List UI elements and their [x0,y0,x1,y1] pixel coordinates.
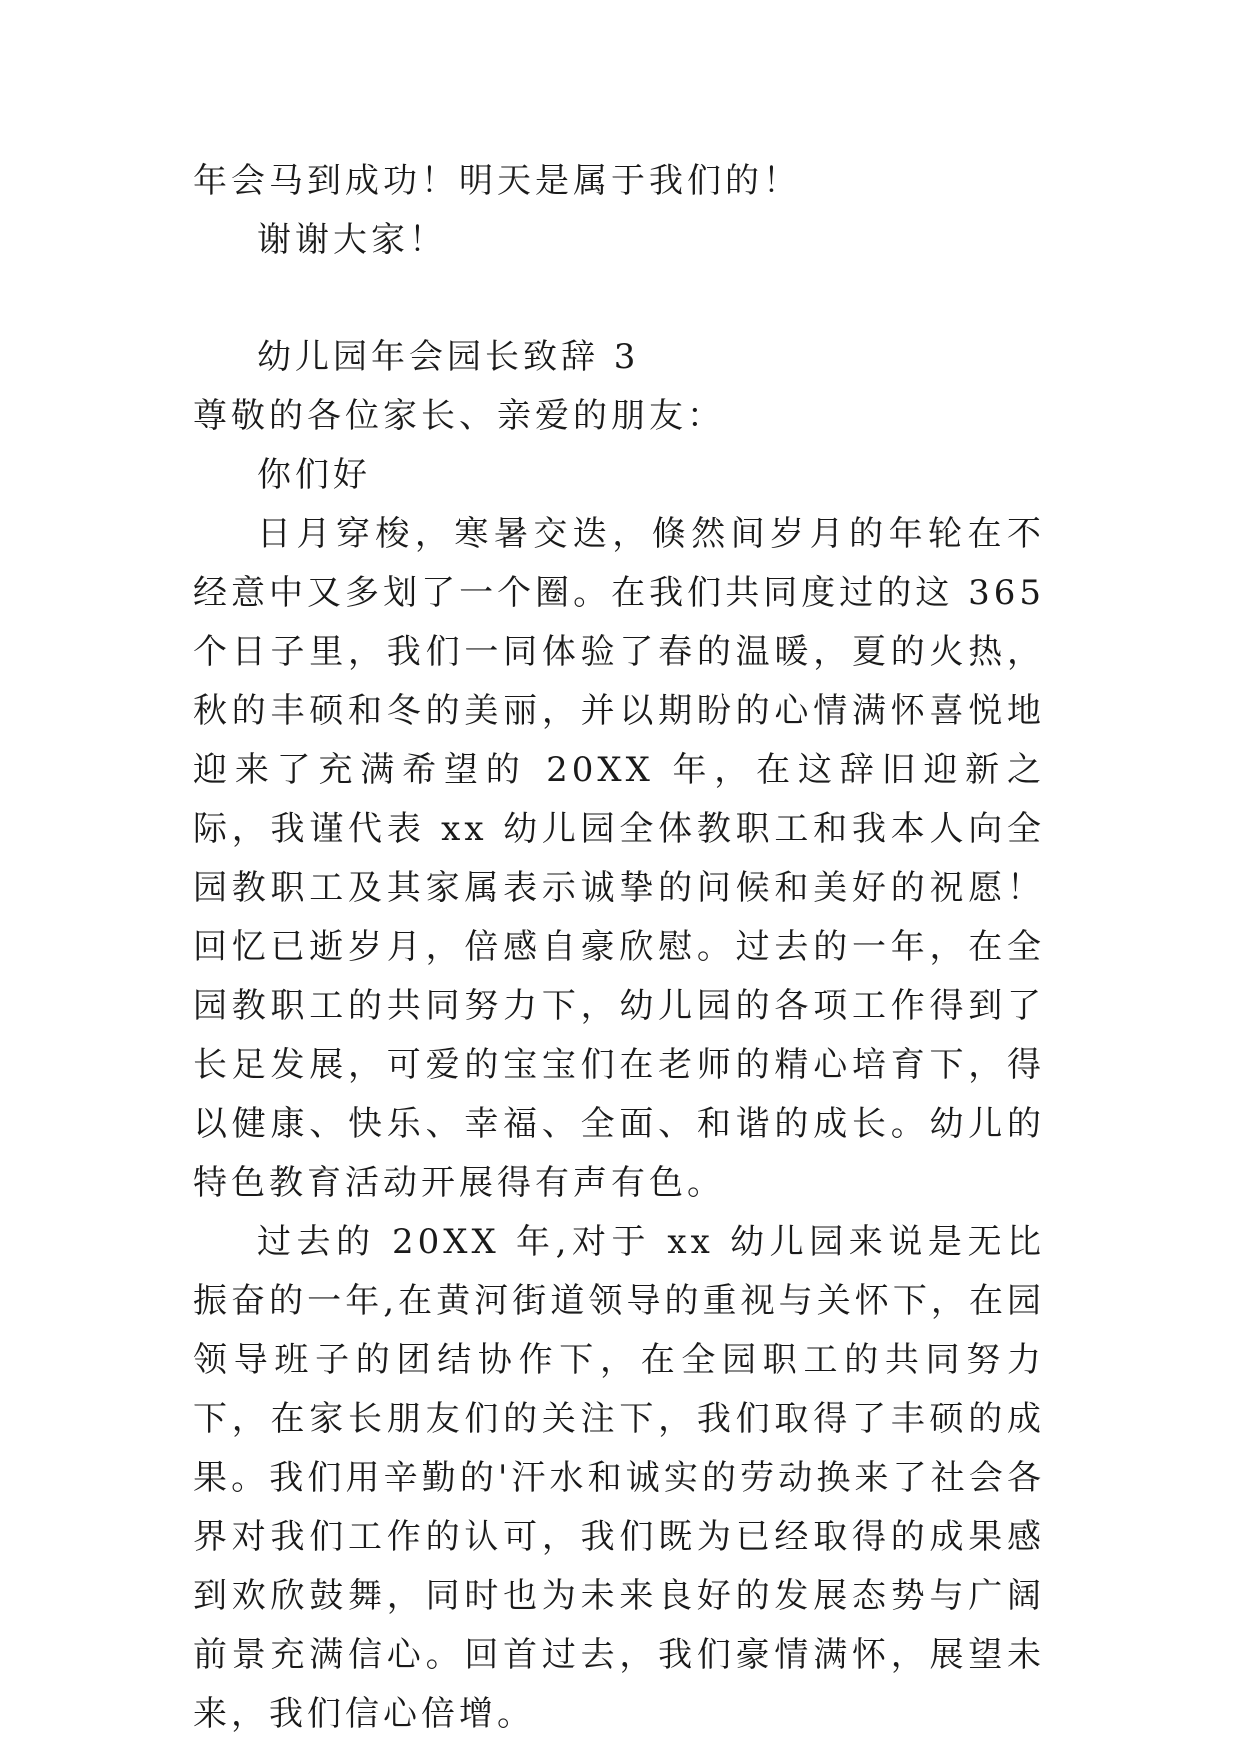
section-gap [193,270,1045,328]
section-title: 幼儿园年会园长致辞 3 [257,337,640,377]
document-page [193,152,1045,1744]
body-paragraph-2: 过去的 20XX 年,对于 xx 幼儿园来说是无比振奋的一年,在黄河街道领导的重视与关怀下，在园领导班子的团结协作下，在全园职工的共同努力下，在家长朋友们的关注下，我们取得了丰硕的成果。我们用辛勤的'汗水和诚实的劳动换来了社会各界对我们工作的认可，我们既为已经取得的成果感到欢欣鼓舞，同时也为未来良好的发展态势与广阔前景充满信心。回首过去，我们豪情满怀，展望未来，我们信心倍增。 [193,1222,1045,1734]
greeting: 你们好 [257,455,371,495]
body-paragraph-1: 日月穿梭，寒暑交迭，倏然间岁月的年轮在不经意中又多划了一个圈。在我们共同度过的这 365 个日子里，我们一同体验了春的温暖，夏的火热，秋的丰硕和冬的美丽，并以期盼的心情满怀喜悦地迎来了充满希望的 20XX 年，在这辞旧迎新之际，我谨代表 xx 幼儿园全体教职工和我本人向全园教职工及其家属表示诚挚的问候和美好的祝愿！ 回忆已逝岁月，倍感自豪欣慰。过去的一年，在全园教职工的共同努力下，幼儿园的各项工作得到了长足发展，可爱的宝宝们在老师的精心培育下，得以健康、快乐、幸福、全面、和谐的成长。幼儿的特色教育活动开展得有声有色。 [193,514,1045,1203]
salutation: 尊敬的各位家长、亲爱的朋友： [193,396,725,436]
closing-line: 年会马到成功！明天是属于我们的！ [193,161,801,201]
thanks-line: 谢谢大家！ [257,220,447,260]
